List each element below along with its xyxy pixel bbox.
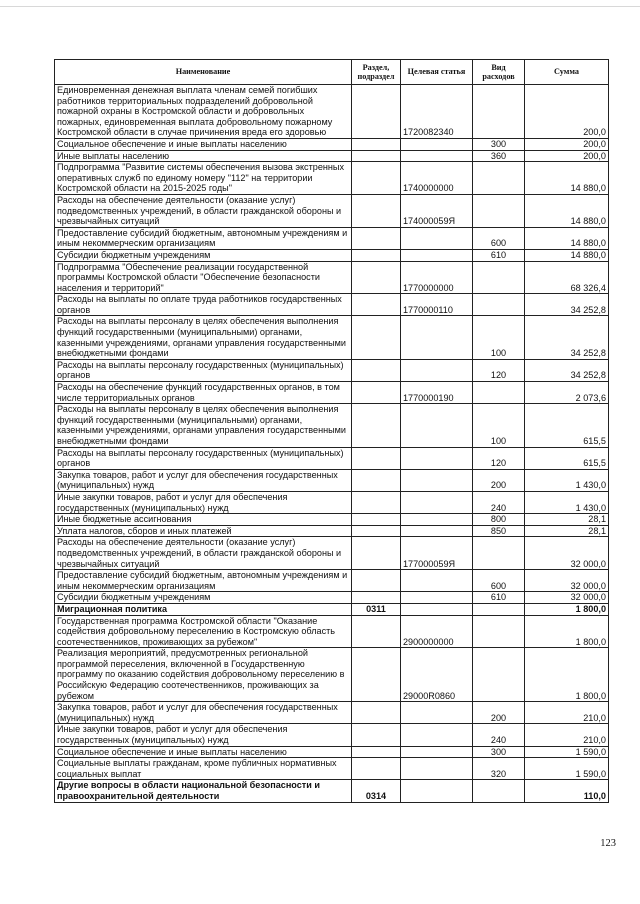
cell-amount: 34 252,8 [525, 359, 609, 381]
cell-section [352, 294, 401, 316]
cell-amount: 34 252,8 [525, 316, 609, 359]
cell-expense: 600 [473, 570, 525, 592]
page-edge-line [0, 6, 640, 7]
cell-amount: 1 800,0 [525, 603, 609, 615]
table-row [55, 570, 609, 592]
cell-section [352, 85, 401, 139]
cell-name: Предоставление субсидий бюджетным, автономным учреждениям и иным некоммерческим организациям [55, 227, 352, 249]
cell-section [352, 648, 401, 702]
cell-amount: 14 880,0 [525, 194, 609, 227]
cell-expense: 800 [473, 514, 525, 526]
table-row [55, 138, 609, 150]
page-number: 123 [600, 838, 616, 849]
cell-expense: 600 [473, 227, 525, 249]
table-row [55, 85, 609, 139]
table-row [55, 249, 609, 261]
cell-name: Иные закупки товаров, работ и услуг для обеспечения государственных (муниципальных) нужд [55, 724, 352, 746]
cell-amount: 615,5 [525, 447, 609, 469]
cell-target [401, 780, 473, 802]
cell-target [401, 514, 473, 526]
table-row [55, 603, 609, 615]
cell-section [352, 316, 401, 359]
cell-section [352, 724, 401, 746]
table-row [55, 746, 609, 758]
cell-target: 174000059Я [401, 194, 473, 227]
cell-target [401, 150, 473, 162]
cell-name: Расходы на обеспечение деятельности (оказание услуг) подведомственных учреждений, в области гражданской обороны и чрезвычайных ситуаций [55, 194, 352, 227]
cell-expense [473, 537, 525, 570]
table-row [55, 537, 609, 570]
cell-section [352, 404, 401, 447]
table-row [55, 491, 609, 513]
cell-name: Расходы на обеспечение функций государственных органов, в том числе территориальных органов [55, 382, 352, 404]
table-row [55, 294, 609, 316]
cell-expense: 200 [473, 702, 525, 724]
cell-expense: 300 [473, 746, 525, 758]
table-row [55, 514, 609, 526]
cell-expense: 320 [473, 758, 525, 780]
cell-target [401, 603, 473, 615]
cell-amount: 200,0 [525, 85, 609, 139]
cell-expense: 610 [473, 592, 525, 604]
cell-target [401, 138, 473, 150]
table-row [55, 316, 609, 359]
cell-expense [473, 648, 525, 702]
cell-name: Миграционная политика [55, 603, 352, 615]
cell-name: Социальное обеспечение и иные выплаты населению [55, 746, 352, 758]
cell-amount: 32 000,0 [525, 570, 609, 592]
cell-name: Расходы на выплаты персоналу в целях обеспечения выполнения функций государственными (муниципальными) органами, казенными учреждениями, органами управления государственными внебюджетными фондами [55, 404, 352, 447]
table-row [55, 404, 609, 447]
cell-amount: 1 590,0 [525, 746, 609, 758]
header-target: Целевая статья [401, 60, 473, 85]
cell-target [401, 404, 473, 447]
cell-target [401, 316, 473, 359]
cell-expense: 120 [473, 359, 525, 381]
cell-target [401, 359, 473, 381]
cell-section: 0314 [352, 780, 401, 802]
table-row [55, 261, 609, 294]
cell-expense: 300 [473, 138, 525, 150]
cell-amount: 200,0 [525, 138, 609, 150]
cell-name: Закупка товаров, работ и услуг для обеспечения государственных (муниципальных) нужд [55, 469, 352, 491]
cell-amount: 34 252,8 [525, 294, 609, 316]
table-row [55, 359, 609, 381]
cell-name: Подпрограмма "Развитие системы обеспечения вызова экстренных оперативных служб по единому номеру "112" на территории Костромской области на 2015-2025 годы" [55, 162, 352, 195]
table-header-row [55, 60, 609, 85]
cell-expense [473, 294, 525, 316]
cell-name: Государственная программа Костромской области "Оказание содействия добровольному переселению в Костромскую область соотечественников, проживающих за рубежом" [55, 615, 352, 648]
cell-expense [473, 85, 525, 139]
cell-section [352, 514, 401, 526]
cell-name: Другие вопросы в области национальной безопасности и правоохранительной деятельности [55, 780, 352, 802]
cell-name: Расходы на выплаты персоналу в целях обеспечения выполнения функций государственными (муниципальными) органами, казенными учреждениями, органами управления государственными внебюджетными фондами [55, 316, 352, 359]
table-row [55, 702, 609, 724]
cell-expense [473, 382, 525, 404]
cell-target [401, 592, 473, 604]
cell-section [352, 758, 401, 780]
header-section: Раздел, подраздел [352, 60, 401, 85]
cell-expense [473, 261, 525, 294]
cell-target [401, 249, 473, 261]
cell-target: 1740000000 [401, 162, 473, 195]
cell-expense [473, 780, 525, 802]
table-row [55, 227, 609, 249]
cell-section [352, 525, 401, 537]
cell-section [352, 447, 401, 469]
cell-expense: 200 [473, 469, 525, 491]
table-row [55, 758, 609, 780]
cell-name: Единовременная денежная выплата членам семей погибших работников территориальных подразделений добровольной пожарной охраны в Костромской области и добровольных пожарных, единовременная выплата добровольному пожарному Костромской области в случае причинения вреда его здоровью [55, 85, 352, 139]
cell-target [401, 469, 473, 491]
cell-amount: 1 800,0 [525, 615, 609, 648]
cell-target: 177000059Я [401, 537, 473, 570]
cell-section [352, 570, 401, 592]
cell-section [352, 261, 401, 294]
table-row [55, 447, 609, 469]
cell-expense: 850 [473, 525, 525, 537]
table-row [55, 724, 609, 746]
cell-name: Подпрограмма "Обеспечение реализации государственной программы Костромской области "Обеспечение безопасности населения и территорий" [55, 261, 352, 294]
cell-section [352, 592, 401, 604]
cell-name: Социальное обеспечение и иные выплаты населению [55, 138, 352, 150]
cell-expense [473, 162, 525, 195]
cell-amount: 1 590,0 [525, 758, 609, 780]
header-amount: Сумма [525, 60, 609, 85]
cell-amount: 14 880,0 [525, 249, 609, 261]
cell-amount: 2 073,6 [525, 382, 609, 404]
cell-name: Расходы на выплаты персоналу государственных (муниципальных) органов [55, 359, 352, 381]
table-row [55, 615, 609, 648]
cell-name: Уплата налогов, сборов и иных платежей [55, 525, 352, 537]
cell-amount: 200,0 [525, 150, 609, 162]
cell-name: Закупка товаров, работ и услуг для обеспечения государственных (муниципальных) нужд [55, 702, 352, 724]
cell-name: Предоставление субсидий бюджетным, автономным учреждениям и иным некоммерческим организациям [55, 570, 352, 592]
cell-expense: 100 [473, 316, 525, 359]
table-row [55, 150, 609, 162]
cell-name: Расходы на обеспечение деятельности (оказание услуг) подведомственных учреждений, в области гражданской обороны и чрезвычайных ситуаций [55, 537, 352, 570]
cell-amount: 615,5 [525, 404, 609, 447]
cell-section [352, 469, 401, 491]
cell-target [401, 491, 473, 513]
cell-amount: 1 430,0 [525, 469, 609, 491]
cell-section [352, 162, 401, 195]
cell-name: Социальные выплаты гражданам, кроме публичных нормативных социальных выплат [55, 758, 352, 780]
cell-amount: 1 800,0 [525, 648, 609, 702]
cell-name: Иные закупки товаров, работ и услуг для обеспечения государственных (муниципальных) нужд [55, 491, 352, 513]
cell-expense [473, 615, 525, 648]
cell-name: Субсидии бюджетным учреждениям [55, 592, 352, 604]
cell-target: 1770000190 [401, 382, 473, 404]
cell-expense: 360 [473, 150, 525, 162]
cell-section [352, 702, 401, 724]
cell-expense: 240 [473, 724, 525, 746]
cell-target: 1770000110 [401, 294, 473, 316]
cell-target [401, 724, 473, 746]
cell-name: Иные бюджетные ассигнования [55, 514, 352, 526]
table-body [55, 85, 609, 803]
cell-target: 2900000000 [401, 615, 473, 648]
cell-expense: 100 [473, 404, 525, 447]
cell-amount: 28,1 [525, 514, 609, 526]
cell-target [401, 227, 473, 249]
cell-section [352, 359, 401, 381]
cell-expense: 240 [473, 491, 525, 513]
cell-section [352, 227, 401, 249]
cell-target [401, 525, 473, 537]
cell-section [352, 150, 401, 162]
cell-target [401, 570, 473, 592]
cell-section [352, 537, 401, 570]
cell-section [352, 194, 401, 227]
cell-amount: 68 326,4 [525, 261, 609, 294]
cell-amount: 14 880,0 [525, 227, 609, 249]
cell-name: Иные выплаты населению [55, 150, 352, 162]
table-row [55, 194, 609, 227]
header-expense: Вид расходов [473, 60, 525, 85]
header-name: Наименование [55, 60, 352, 85]
cell-section [352, 491, 401, 513]
table-row [55, 469, 609, 491]
cell-amount: 210,0 [525, 724, 609, 746]
cell-target [401, 758, 473, 780]
table-row [55, 780, 609, 802]
cell-target [401, 702, 473, 724]
cell-amount: 110,0 [525, 780, 609, 802]
cell-target: 29000R0860 [401, 648, 473, 702]
budget-table [54, 59, 609, 803]
cell-expense [473, 194, 525, 227]
cell-amount: 1 430,0 [525, 491, 609, 513]
cell-amount: 32 000,0 [525, 537, 609, 570]
cell-expense: 610 [473, 249, 525, 261]
cell-name: Субсидии бюджетным учреждениям [55, 249, 352, 261]
cell-target [401, 746, 473, 758]
cell-name: Расходы на выплаты персоналу государственных (муниципальных) органов [55, 447, 352, 469]
cell-section [352, 382, 401, 404]
cell-target: 1720082340 [401, 85, 473, 139]
cell-amount: 28,1 [525, 525, 609, 537]
cell-expense: 120 [473, 447, 525, 469]
cell-amount: 210,0 [525, 702, 609, 724]
cell-amount: 32 000,0 [525, 592, 609, 604]
table-row [55, 592, 609, 604]
cell-target [401, 447, 473, 469]
table-row [55, 162, 609, 195]
cell-section [352, 249, 401, 261]
table-row [55, 382, 609, 404]
cell-section: 0311 [352, 603, 401, 615]
cell-name: Расходы на выплаты по оплате труда работников государственных органов [55, 294, 352, 316]
cell-amount: 14 880,0 [525, 162, 609, 195]
cell-section [352, 615, 401, 648]
cell-section [352, 138, 401, 150]
cell-section [352, 746, 401, 758]
cell-name: Реализация мероприятий, предусмотренных региональной программой переселения, включенной в Государственную программу по оказанию содействия добровольному переселению в Российскую Федерацию соотечественников, проживающих за рубежом [55, 648, 352, 702]
table-row [55, 648, 609, 702]
cell-expense [473, 603, 525, 615]
cell-target: 1770000000 [401, 261, 473, 294]
table-row [55, 525, 609, 537]
